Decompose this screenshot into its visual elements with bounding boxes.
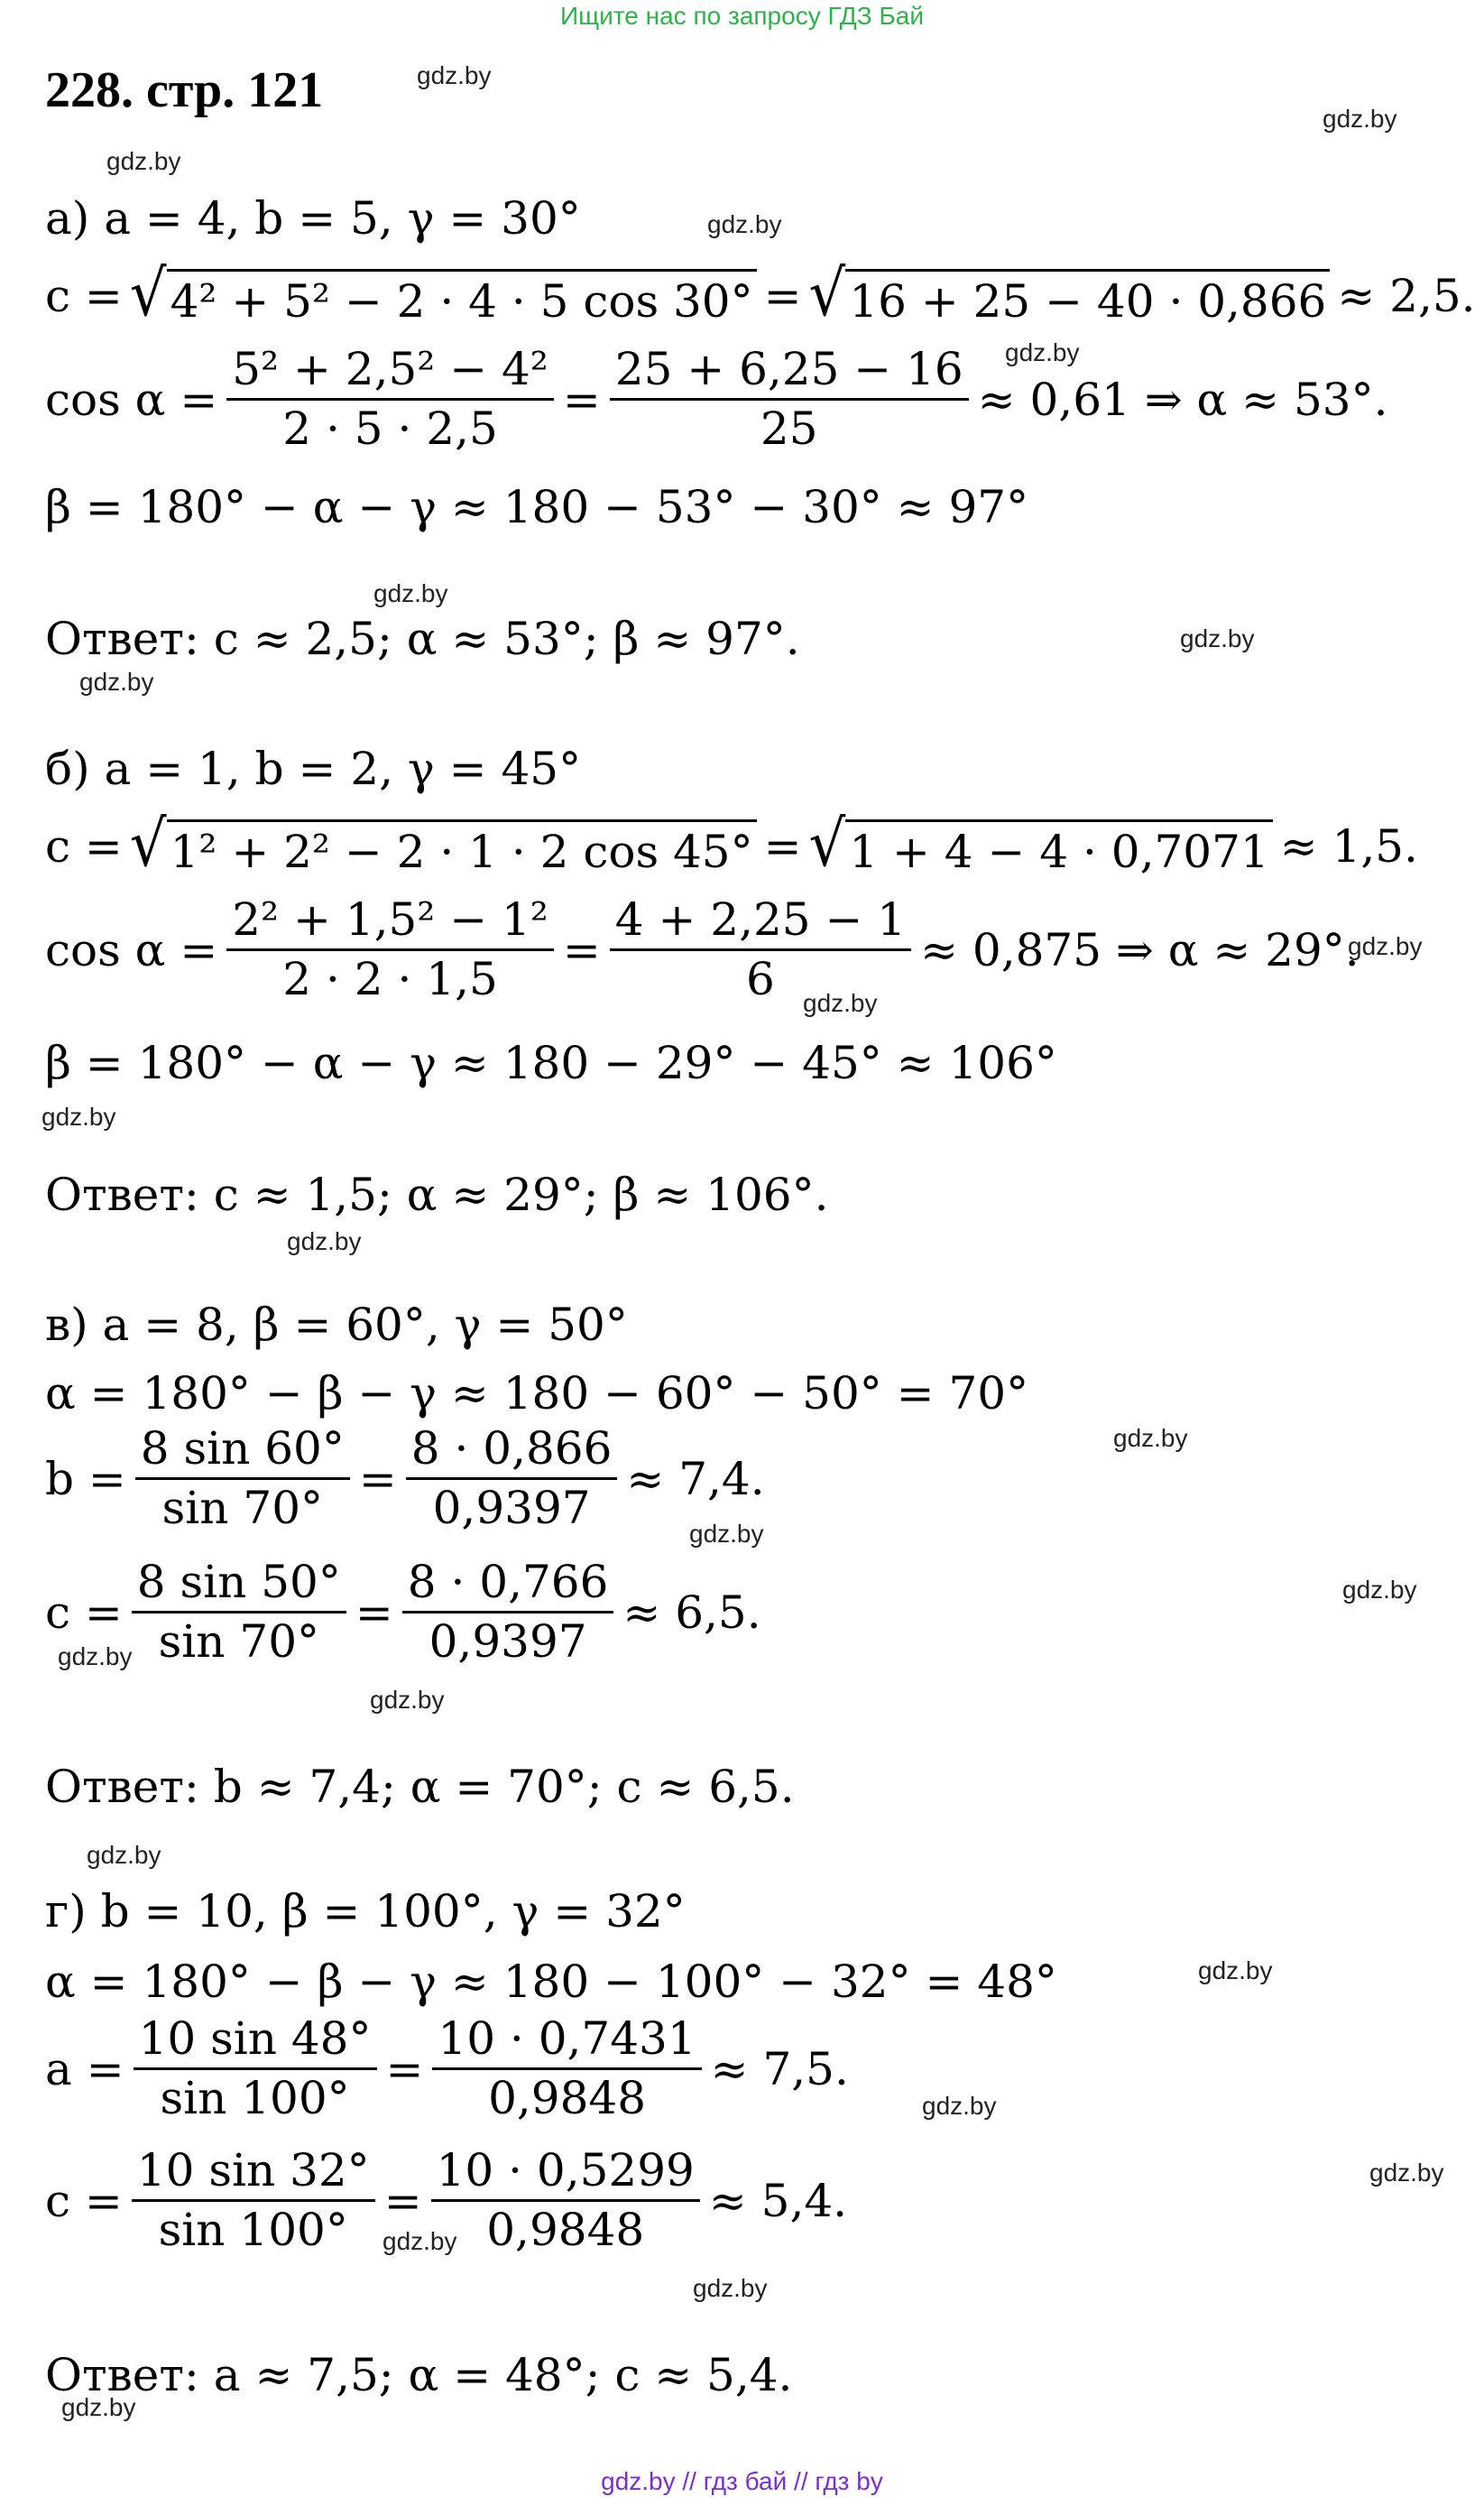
part-v-given xyxy=(45,1296,628,1354)
b-label: b = xyxy=(45,1452,126,1505)
radicand-1: 4² + 5² − 2 · 4 · 5 cos 30° xyxy=(167,269,757,328)
equals: = xyxy=(385,2042,424,2095)
denominator-1: 2 · 5 · 2,5 xyxy=(282,402,498,455)
numerator-2: 8 · 0,866 xyxy=(406,1424,618,1480)
watermark: gdz.by xyxy=(373,579,448,607)
watermark: gdz.by xyxy=(1005,338,1080,366)
part-a-answer xyxy=(45,610,800,668)
watermark: gdz.by xyxy=(41,1103,116,1131)
cos-label: cos α = xyxy=(45,923,218,976)
fraction-2 xyxy=(610,345,969,454)
watermark: gdz.by xyxy=(1348,932,1423,960)
watermark: gdz.by xyxy=(417,61,492,89)
numerator-2: 10 · 0,7431 xyxy=(432,2014,701,2070)
watermark: gdz.by xyxy=(106,147,181,175)
part-b-c-line xyxy=(45,807,1418,881)
equals: = xyxy=(358,1452,397,1505)
watermark: gdz.by xyxy=(1113,1424,1188,1452)
watermark: gdz.by xyxy=(707,210,782,238)
sqrt-1: √ 1² + 2² − 2 · 1 · 2 cos 45° xyxy=(130,816,757,878)
part-a-cos-line xyxy=(45,345,1387,454)
numerator-1: 8 sin 50° xyxy=(132,1558,346,1614)
equals: = xyxy=(763,270,802,322)
beta-text: β = 180° − α − γ ≈ 180 − 29° − 45° ≈ 106° xyxy=(45,1037,1057,1089)
fraction-2 xyxy=(432,2014,701,2123)
numerator-2: 4 + 2,25 − 1 xyxy=(610,895,911,951)
part-g-given xyxy=(45,1882,686,1940)
watermark: gdz.by xyxy=(1369,2159,1444,2187)
top-banner: Ищите нас по запросу ГДЗ Бай xyxy=(559,2,925,30)
numerator-1: 5² + 2,5² − 4² xyxy=(226,345,554,401)
part-b-answer xyxy=(45,1166,828,1224)
denominator-2: 6 xyxy=(746,953,775,1005)
part-g-given-text: г) b = 10, β = 100°, γ = 32° xyxy=(45,1885,686,1937)
c-result: ≈ 5,4. xyxy=(708,2174,848,2227)
radicand-2: 1 + 4 − 4 · 0,7071 xyxy=(845,819,1272,878)
b-result: ≈ 7,4. xyxy=(626,1452,765,1505)
c-result: ≈ 2,5. xyxy=(1337,270,1476,322)
part-b-given xyxy=(45,740,581,798)
watermark: gdz.by xyxy=(1180,624,1255,652)
denominator-2: 25 xyxy=(760,402,818,455)
cos-result: ≈ 0,875 ⇒ α ≈ 29°. xyxy=(920,923,1360,976)
part-a-given xyxy=(45,190,581,247)
a-result: ≈ 7,5. xyxy=(710,2042,849,2095)
beta-text: β = 180° − α − γ ≈ 180 − 53° − 30° ≈ 97° xyxy=(45,481,1029,533)
cos-result: ≈ 0,61 ⇒ α ≈ 53°. xyxy=(977,373,1388,426)
sqrt-2: √ 1 + 4 − 4 · 0,7071 xyxy=(809,816,1273,878)
c-label: c = xyxy=(45,1586,123,1639)
watermark: gdz.by xyxy=(1323,105,1397,133)
watermark: gdz.by xyxy=(689,1520,764,1548)
alpha-text: α = 180° − β − γ ≈ 180 − 100° − 32° = 48° xyxy=(45,1956,1057,2008)
denominator-2: 0,9848 xyxy=(486,2204,645,2256)
fraction-1 xyxy=(132,1558,346,1667)
page-title: 228. стр. 121 xyxy=(45,62,324,118)
equals: = xyxy=(383,2174,422,2227)
answer-text: Ответ: b ≈ 7,4; α = 70°; c ≈ 6,5. xyxy=(45,1761,795,1813)
denominator-2: 0,9397 xyxy=(429,1615,587,1668)
watermark: gdz.by xyxy=(61,2393,136,2421)
c-result: ≈ 1,5. xyxy=(1279,820,1418,873)
watermark: gdz.by xyxy=(79,668,154,696)
watermark: gdz.by xyxy=(1342,1576,1417,1604)
fraction-1 xyxy=(134,2014,377,2123)
fraction-2 xyxy=(406,1424,618,1533)
c-result: ≈ 6,5. xyxy=(622,1586,761,1639)
part-b-beta xyxy=(45,1034,1057,1092)
denominator-1: sin 70° xyxy=(161,1482,324,1534)
watermark: gdz.by xyxy=(693,2274,768,2302)
radicand-1: 1² + 2² − 2 · 1 · 2 cos 45° xyxy=(167,819,757,878)
a-label: a = xyxy=(45,2042,124,2095)
answer-text: Ответ: a ≈ 7,5; α = 48°; c ≈ 5,4. xyxy=(45,2349,793,2401)
c-label: c = xyxy=(45,820,123,873)
part-v-alpha xyxy=(45,1364,1028,1422)
fraction-1 xyxy=(135,1424,350,1533)
watermark: gdz.by xyxy=(87,1841,161,1869)
equals: = xyxy=(355,1586,393,1639)
numerator-2: 8 · 0,766 xyxy=(402,1558,614,1614)
watermark: gdz.by xyxy=(803,989,878,1017)
numerator-1: 2² + 1,5² − 1² xyxy=(226,895,554,951)
watermark: gdz.by xyxy=(58,1642,133,1670)
numerator-1: 10 sin 32° xyxy=(132,2146,375,2202)
sqrt-2: √ 16 + 25 − 40 · 0,866 xyxy=(809,265,1331,328)
denominator-1: sin 100° xyxy=(158,2204,348,2256)
fraction-2 xyxy=(431,2146,700,2255)
alpha-text: α = 180° − β − γ ≈ 180 − 60° − 50° = 70° xyxy=(45,1367,1029,1419)
part-g-c-line xyxy=(45,2146,847,2255)
answer-text: Ответ: c ≈ 1,5; α ≈ 29°; β ≈ 106°. xyxy=(45,1169,829,1221)
part-g-answer xyxy=(45,2346,792,2404)
c-label: c = xyxy=(45,2174,123,2227)
fraction-2 xyxy=(610,895,911,1004)
equals: = xyxy=(562,923,601,976)
part-b-cos-line xyxy=(45,895,1360,1004)
part-v-answer xyxy=(45,1758,795,1816)
equals: = xyxy=(763,820,802,873)
part-a-c-line xyxy=(45,256,1476,330)
denominator-2: 0,9848 xyxy=(488,2072,647,2124)
denominator-2: 0,9397 xyxy=(432,1482,591,1534)
numerator-2: 25 + 6,25 − 16 xyxy=(610,345,969,401)
numerator-1: 8 sin 60° xyxy=(135,1424,350,1480)
part-g-a-line xyxy=(45,2014,849,2123)
numerator-2: 10 · 0,5299 xyxy=(431,2146,700,2202)
radicand-2: 16 + 25 − 40 · 0,866 xyxy=(845,269,1330,328)
fraction-2 xyxy=(402,1558,614,1667)
numerator-1: 10 sin 48° xyxy=(134,2014,377,2070)
part-a-beta xyxy=(45,478,1028,536)
sqrt-1: √ 4² + 5² − 2 · 4 · 5 cos 30° xyxy=(130,265,757,328)
part-b-given-text: б) a = 1, b = 2, γ = 45° xyxy=(45,743,582,795)
part-v-b-line xyxy=(45,1424,765,1533)
equals: = xyxy=(562,373,601,426)
bottom-banner: gdz.by // гдз бай // гдз by xyxy=(601,2467,883,2495)
denominator-1: sin 100° xyxy=(160,2072,350,2124)
watermark: gdz.by xyxy=(370,1686,445,1714)
watermark: gdz.by xyxy=(383,2227,457,2255)
denominator-1: 2 · 2 · 1,5 xyxy=(282,953,498,1005)
part-v-c-line xyxy=(45,1558,761,1667)
cos-label: cos α = xyxy=(45,373,218,426)
part-a-given-text: а) a = 4, b = 5, γ = 30° xyxy=(45,192,581,245)
part-v-given-text: в) a = 8, β = 60°, γ = 50° xyxy=(45,1299,628,1351)
part-g-alpha xyxy=(45,1953,1057,2011)
fraction-1 xyxy=(226,895,554,1004)
watermark: gdz.by xyxy=(1198,1956,1273,1984)
denominator-1: sin 70° xyxy=(158,1615,320,1668)
fraction-1 xyxy=(226,345,554,454)
fraction-1 xyxy=(132,2146,375,2255)
watermark: gdz.by xyxy=(287,1227,362,1255)
watermark: gdz.by xyxy=(922,2092,997,2120)
answer-text: Ответ: c ≈ 2,5; α ≈ 53°; β ≈ 97°. xyxy=(45,613,800,665)
c-label: c = xyxy=(45,270,123,322)
